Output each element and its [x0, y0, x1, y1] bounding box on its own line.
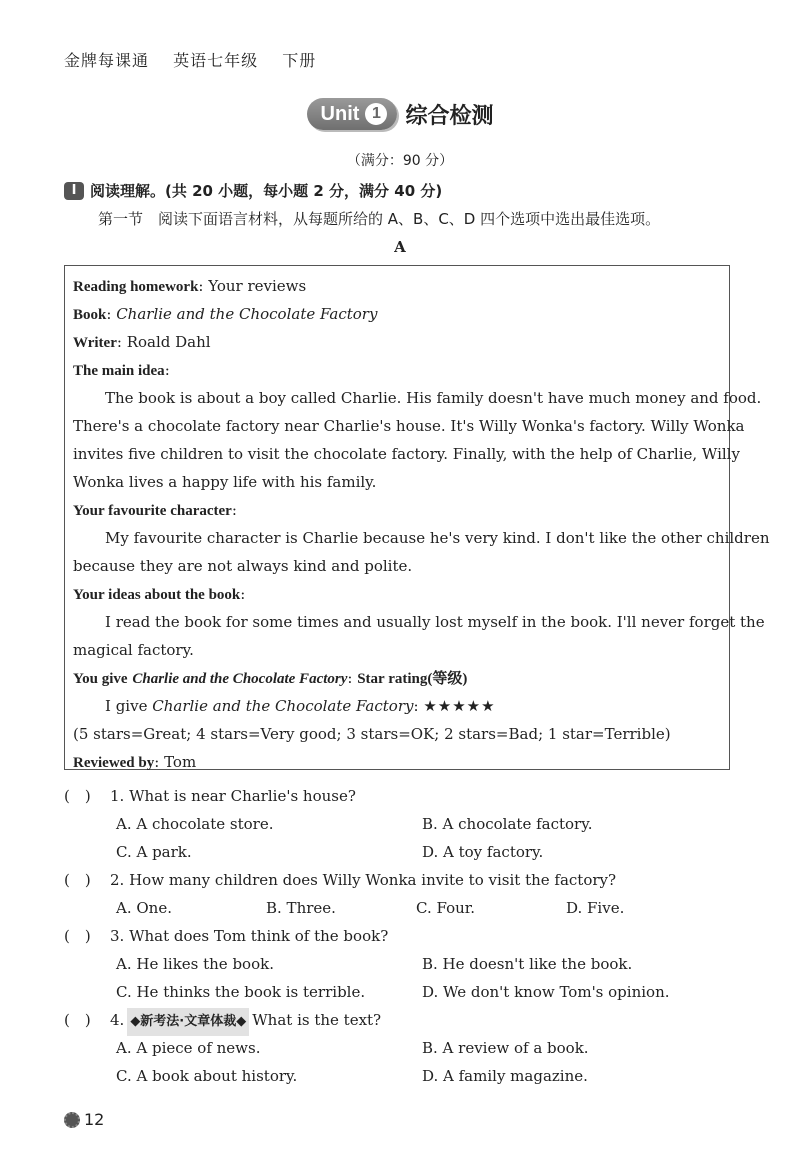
answer-blank[interactable]: ( ) — [64, 927, 91, 945]
option-d[interactable]: D. A toy factory. — [422, 843, 544, 861]
question-3: ( ) 3. What does Tom think of the book? — [64, 922, 744, 950]
section-instruction: 第一节 阅读下面语言材料，从每题所给的 A、B、C、D 四个选项中选出最佳选项。 — [98, 210, 661, 228]
ideas-label: Your ideas about the book: — [73, 585, 246, 603]
writer-line: Writer: Roald Dahl — [73, 333, 211, 351]
option-d[interactable]: D. A family magazine. — [422, 1067, 588, 1085]
main-idea-line-4: Wonka lives a happy life with his family. — [73, 473, 377, 491]
book-line: Book: Charlie and the Chocolate Factory — [73, 305, 378, 323]
option-c[interactable]: C. He thinks the book is terrible. — [116, 983, 366, 1001]
question-2: ( ) 2. How many children does Willy Wonka invite to visit the factory? — [64, 866, 744, 894]
option-c[interactable]: C. Four. — [416, 899, 476, 917]
option-d[interactable]: D. Five. — [566, 899, 625, 917]
option-a[interactable]: A. A piece of news. — [116, 1039, 261, 1057]
stars-icon: ★★★★★ — [423, 697, 496, 715]
title-text: 综合检测 — [405, 103, 494, 129]
ideas-line-2: magical factory. — [73, 641, 194, 659]
full-score: （满分：90 分） — [346, 153, 454, 169]
page-number — [64, 1110, 104, 1129]
option-b[interactable]: B. A review of a book. — [422, 1039, 589, 1057]
question-2-options — [64, 894, 744, 922]
question-3-options — [64, 950, 744, 978]
main-idea-line-2: There's a chocolate factory near Charlie's house. It's Willy Wonka's factory. Willy Wonka — [73, 417, 745, 435]
favourite-character-label: Your favourite character: — [73, 501, 237, 519]
option-a[interactable]: A. One. — [116, 899, 172, 917]
question-1-options — [64, 810, 744, 838]
page-number-text: 12 — [84, 1110, 105, 1129]
answer-blank[interactable]: ( ) — [64, 1011, 91, 1029]
section-number-icon: Ⅰ — [64, 182, 84, 200]
reading-homework-line: Reading homework: Your reviews — [73, 277, 307, 295]
option-a[interactable]: A. A chocolate store. — [116, 815, 274, 833]
series-name: 金牌每课通 — [64, 51, 150, 70]
option-c[interactable]: C. A book about history. — [116, 1067, 298, 1085]
star-rating-line: I give Charlie and the Chocolate Factory: ★★★★★ — [105, 697, 496, 715]
unit-badge — [307, 98, 398, 130]
option-a[interactable]: A. He likes the book. — [116, 955, 274, 973]
answer-blank[interactable]: ( ) — [64, 871, 91, 889]
question-list — [64, 782, 744, 1090]
question-1-options-2 — [64, 838, 744, 866]
new-exam-tag: ◆新考法·文章体裁◆ — [127, 1008, 249, 1036]
unit-number: 1 — [365, 103, 387, 125]
page-title — [0, 98, 800, 130]
question-4-options — [64, 1034, 744, 1062]
main-idea-line-1: The book is about a boy called Charlie. His family doesn't have much money and food. — [105, 389, 762, 407]
review-passage-box — [64, 265, 770, 771]
section-heading-text: 阅读理解。(共 20 小题，每小题 2 分，满分 40 分) — [90, 182, 443, 200]
reviewed-by-line: Reviewed by: Tom — [73, 753, 197, 771]
option-b[interactable]: B. He doesn't like the book. — [422, 955, 633, 973]
favourite-line-1: My favourite character is Charlie because he's very kind. I don't like the other children — [105, 529, 770, 547]
favourite-line-2: because they are not always kind and polite. — [73, 557, 413, 575]
volume-name: 下册 — [282, 51, 317, 70]
question-1: ( ) 1. What is near Charlie's house? — [64, 782, 744, 810]
star-rating-label: You give Charlie and the Chocolate Factory: Star rating(等级) — [73, 669, 468, 687]
unit-label: Unit — [320, 102, 360, 125]
question-3-options-2 — [64, 978, 744, 1006]
main-idea-label: The main idea: — [73, 361, 170, 379]
option-b[interactable]: B. Three. — [266, 899, 336, 917]
main-idea-line-3: invites five children to visit the chocolate factory. Finally, with the help of Charlie, Willy — [73, 445, 740, 463]
subject-name: 英语七年级 — [173, 51, 259, 70]
option-c[interactable]: C. A park. — [116, 843, 192, 861]
passage-label: A — [394, 238, 406, 256]
answer-blank[interactable]: ( ) — [64, 787, 91, 805]
question-4-options-2 — [64, 1062, 744, 1090]
option-d[interactable]: D. We don't know Tom's opinion. — [422, 983, 670, 1001]
rating-scale: (5 stars=Great; 4 stars=Very good; 3 stars=OK; 2 stars=Bad; 1 star=Terrible) — [73, 725, 671, 743]
ideas-line-1: I read the book for some times and usually lost myself in the book. I'll never forget the — [105, 613, 765, 631]
book-header — [64, 48, 334, 71]
question-4: ( ) 4. ◆新考法·文章体裁◆ What is the text? — [64, 1006, 744, 1034]
section-heading — [64, 180, 442, 201]
gear-icon — [64, 1112, 80, 1128]
option-b[interactable]: B. A chocolate factory. — [422, 815, 593, 833]
